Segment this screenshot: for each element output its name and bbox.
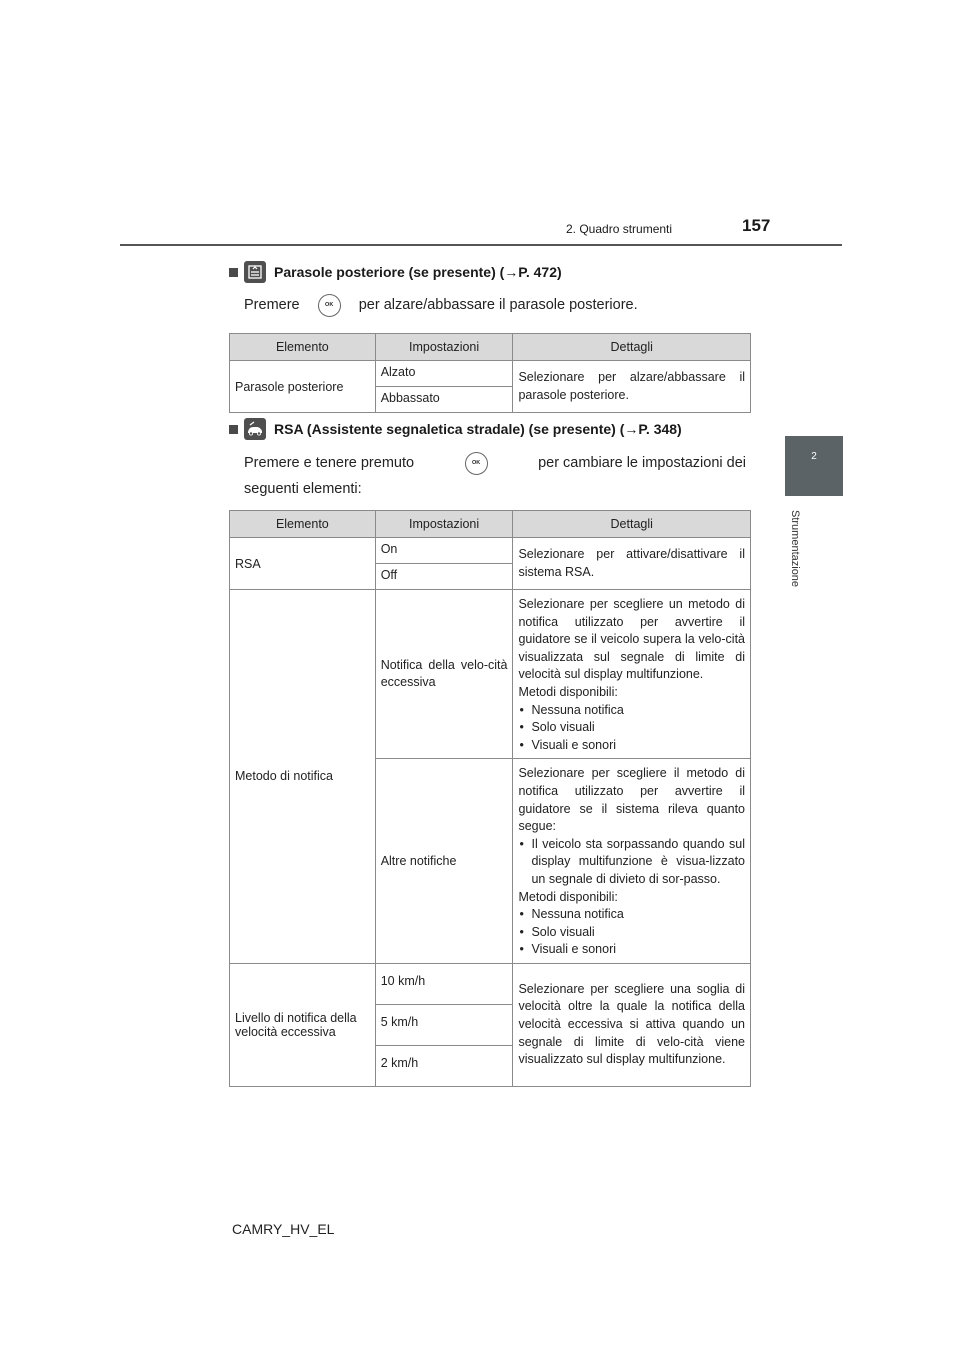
methods-list — [518, 702, 745, 755]
table-cell-details: Selezionare per alzare/abbassare il parasole posteriore. — [513, 361, 751, 413]
model-code: CAMRY_HV_EL — [232, 1221, 335, 1237]
ok-button-icon: OK — [318, 294, 341, 317]
table-cell-item: Livello di notifica della velocità eccessiva — [230, 963, 376, 1086]
instruction-paragraph — [244, 450, 746, 502]
table-cell-setting: Abbassato — [375, 387, 513, 413]
settings-table-sunshade — [229, 333, 751, 413]
table-header: Elemento — [230, 511, 376, 538]
chapter-number: 2 — [811, 451, 817, 462]
settings-table-rsa — [229, 510, 751, 1087]
list-item: • Solo visuali — [518, 719, 745, 737]
details-text: Selezionare per scegliere il metodo di notifica utilizzato per avvertire il guidatore se il sistema rileva quanto segue: — [518, 766, 745, 834]
rear-sunshade-icon — [244, 261, 266, 283]
table-cell-details — [513, 759, 751, 964]
table-header: Dettagli — [513, 511, 751, 538]
instruction-text: Premere — [244, 297, 300, 313]
table-cell-setting: 5 km/h — [375, 1004, 513, 1045]
table-cell-item: RSA — [230, 538, 376, 590]
list-item: • Visuali e sonori — [518, 941, 745, 959]
table-cell-details — [513, 590, 751, 759]
list-item: • Nessuna notifica — [518, 702, 745, 720]
bullet-square-icon — [229, 425, 238, 434]
table-header: Elemento — [230, 334, 376, 361]
methods-label: Metodi disponibili: — [518, 684, 618, 699]
table-cell-details: Selezionare per attivare/disattivare il sistema RSA. — [513, 538, 751, 590]
chapter-label: Strumentazione — [789, 510, 801, 588]
instruction-paragraph — [244, 292, 638, 318]
table-cell-item: Parasole posteriore — [230, 361, 376, 413]
table-header: Impostazioni — [375, 334, 513, 361]
chapter-tab — [785, 436, 843, 496]
list-item: • Il veicolo sta sorpassando quando sul display multifunzione è visua-lizzato un segnale di divieto di sor-passo. — [518, 836, 745, 889]
instruction-text: per alzare/abbassare il parasole posteriore. — [358, 297, 638, 313]
table-cell-setting: Alzato — [375, 361, 513, 387]
details-text: Selezionare per scegliere un metodo di notifica utilizzato per avvertire il guidatore se il veicolo supera la velo-cità visualizzata sul segnale di limite di velocità sul display multifunzione. — [518, 597, 745, 682]
table-cell-setting: On — [375, 538, 513, 564]
section-heading-rsa — [229, 418, 682, 440]
running-header: 2. Quadro strumenti — [566, 222, 673, 236]
table-cell-setting: 10 km/h — [375, 963, 513, 1004]
instruction-text: seguenti elementi: — [244, 481, 362, 497]
table-cell-setting: Altre notifiche — [375, 759, 513, 964]
road-sign-assist-icon — [244, 418, 266, 440]
instruction-text: per cambiare le impostazioni dei — [538, 455, 746, 471]
page-number: 157 — [742, 216, 771, 235]
instruction-text: Premere e tenere premuto — [244, 455, 415, 471]
methods-list — [518, 906, 745, 959]
table-cell-setting: Off — [375, 564, 513, 590]
table-cell-setting: Notifica della velo-cità eccessiva — [375, 590, 513, 759]
list-item: • Visuali e sonori — [518, 737, 745, 755]
header-divider — [120, 244, 842, 246]
methods-label: Metodi disponibili: — [518, 889, 618, 904]
table-cell-details: Selezionare per scegliere una soglia di velocità oltre la quale la notifica della velocità eccessiva si attiva quando un segnale di limite di velo-cità viene visualizzato sul display multifunzione. — [513, 963, 751, 1086]
ok-button-icon: OK — [465, 452, 488, 475]
table-cell-item: Metodo di notifica — [230, 590, 376, 964]
table-cell-setting: 2 km/h — [375, 1045, 513, 1086]
list-item: • Nessuna notifica — [518, 906, 745, 924]
section-title: RSA (Assistente segnaletica stradale) (se presente) (→P. 348) — [274, 421, 682, 437]
table-header: Dettagli — [513, 334, 751, 361]
list-item: • Solo visuali — [518, 924, 745, 942]
condition-list — [518, 836, 745, 889]
section-title: Parasole posteriore (se presente) (→P. 472) — [274, 264, 562, 280]
section-heading-rear-sunshade — [229, 261, 562, 283]
bullet-square-icon — [229, 268, 238, 277]
table-header: Impostazioni — [375, 511, 513, 538]
